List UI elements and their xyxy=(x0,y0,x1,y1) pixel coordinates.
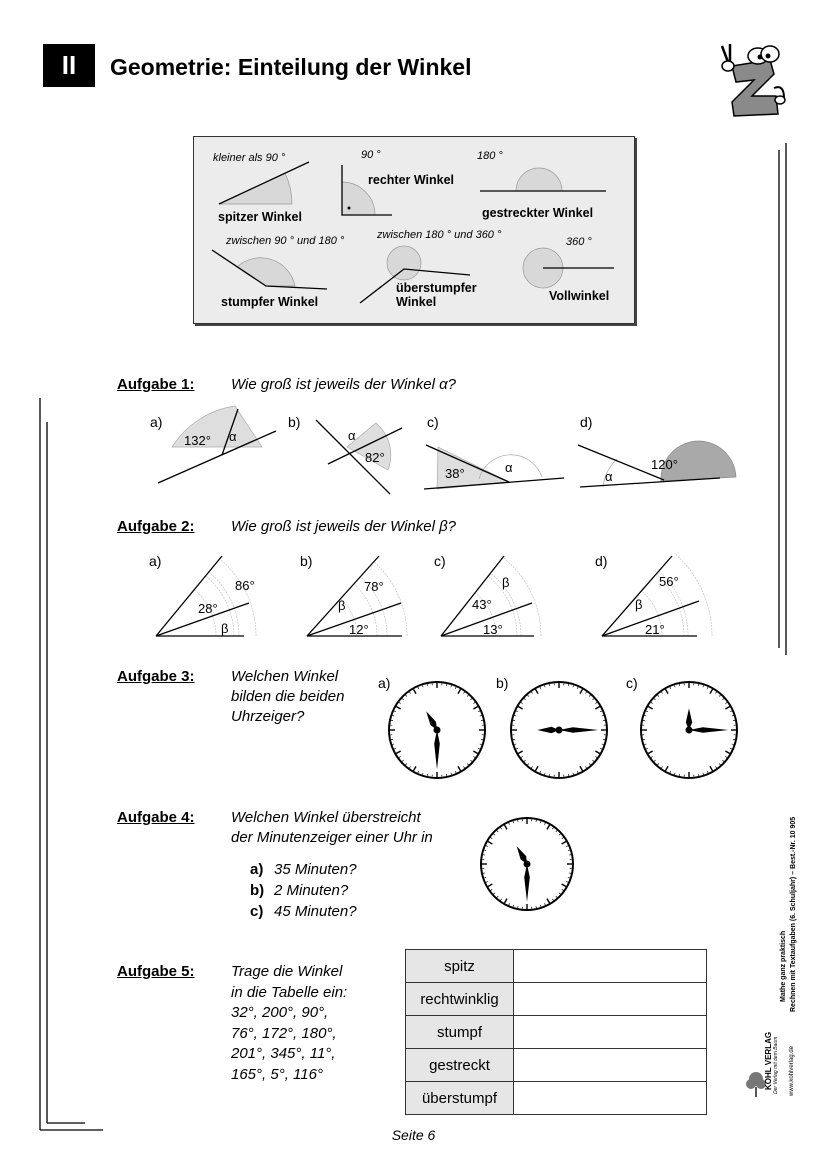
task2-label: Aufgabe 2: xyxy=(117,518,195,535)
task5-line-1: Trage die Winkel xyxy=(231,963,343,980)
angle-classification-table xyxy=(405,949,707,1115)
obtuse-range-label: zwischen 90 ° und 180 ° xyxy=(226,235,345,247)
table-answer-cell[interactable] xyxy=(514,1016,707,1049)
task3-line-3: Uhrzeiger? xyxy=(231,708,305,725)
task2-angle-label-top: 78° xyxy=(364,579,384,594)
task2-angle-label-low: 12° xyxy=(349,622,369,637)
straight-range-label: 180 ° xyxy=(477,150,503,162)
task3-label: Aufgabe 3: xyxy=(117,668,195,685)
obtuse-name-label: stumpfer Winkel xyxy=(221,295,319,309)
task2-angle-label-mid: β xyxy=(635,597,643,612)
clock-center xyxy=(686,727,693,734)
task3-b-letter: b) xyxy=(496,675,509,691)
task1-d-given: 120° xyxy=(651,457,678,472)
task1-c-unknown: α xyxy=(505,460,513,475)
table-row-label: rechtwinklig xyxy=(406,983,514,1016)
straight-name-label: gestreckter Winkel xyxy=(482,206,594,220)
sidebar-series-title: Mathe ganz praktisch xyxy=(780,930,787,1002)
reflex-range-label: zwischen 180 ° und 360 ° xyxy=(377,229,502,241)
page-title: Geometrie: Einteilung der Winkel xyxy=(110,54,472,80)
page-number: Seite 6 xyxy=(391,1127,436,1143)
table-answer-cell[interactable] xyxy=(514,983,707,1016)
task5-label: Aufgabe 5: xyxy=(117,963,195,980)
table-row-label: spitz xyxy=(406,950,514,983)
task3-a-letter: a) xyxy=(378,675,391,691)
task2-angle-label-mid: 43° xyxy=(472,597,492,612)
task2-letter: b) xyxy=(300,553,313,569)
table-answer-cell[interactable] xyxy=(514,950,707,983)
task2-angle-label-mid: 28° xyxy=(198,601,218,616)
task2-angle-label-top: 56° xyxy=(659,574,679,589)
clock-b xyxy=(509,680,609,780)
clock-task4 xyxy=(479,816,575,912)
mascot-z-logo xyxy=(718,40,788,120)
task2-figure-a xyxy=(149,553,256,636)
task4-list xyxy=(250,859,357,922)
task5-line-2: in die Tabelle ein: xyxy=(231,983,348,1001)
task2-question: Wie groß ist jeweils der Winkel β? xyxy=(231,518,457,535)
task1-a-unknown: α xyxy=(229,429,237,444)
task5-line-4: 76°, 172°, 180°, xyxy=(231,1024,337,1042)
publisher-slogan: Der Verlag mit dem Baum xyxy=(773,1036,779,1094)
task4-item-a: a) 35 Minuten? xyxy=(250,861,357,878)
task2-figure-d xyxy=(595,553,712,637)
table-answer-cell[interactable] xyxy=(514,1049,707,1082)
task4-question xyxy=(231,808,433,848)
task2-angle-label-low: β xyxy=(221,621,229,636)
task2-angle-label-low: 13° xyxy=(483,622,503,637)
task2-figures xyxy=(140,545,740,645)
clock-c xyxy=(639,680,739,780)
right-range-label: 90 ° xyxy=(361,149,381,161)
task1-a-letter: a) xyxy=(150,414,163,430)
task4-line-1: Welchen Winkel überstreicht xyxy=(231,809,421,826)
reflex-name-label-2: Winkel xyxy=(396,295,437,309)
task1-a-given: 132° xyxy=(184,433,211,448)
task2-angle-label-low: 21° xyxy=(645,622,665,637)
full-name-label: Vollwinkel xyxy=(549,289,610,303)
task2-angle-label-top: β xyxy=(502,575,510,590)
clock-center xyxy=(556,727,563,734)
right-name-label: rechter Winkel xyxy=(368,173,455,187)
task1-b-given: 82° xyxy=(365,450,385,465)
task5-line-5: 201°, 345°, 11°, xyxy=(231,1045,336,1062)
acute-name-label: spitzer Winkel xyxy=(218,210,302,224)
table-row xyxy=(406,950,707,983)
task1-label: Aufgabe 1: xyxy=(117,376,195,393)
task3-line-1: Welchen Winkel xyxy=(231,668,339,685)
task5-line-3: 32°, 200°, 90°, xyxy=(231,1004,329,1021)
clock-a xyxy=(387,680,487,780)
task2-angle-label-mid: β xyxy=(338,598,346,613)
task1-figures xyxy=(140,400,740,500)
task2-figure-c xyxy=(434,553,541,637)
table-answer-cell[interactable] xyxy=(514,1082,707,1115)
table-row xyxy=(406,1016,707,1049)
task4-line-2: der Minutenzeiger einer Uhr in xyxy=(231,829,433,846)
table-row xyxy=(406,983,707,1016)
full-range-label: 360 ° xyxy=(566,236,592,248)
task1-b-letter: b) xyxy=(288,414,301,430)
task3-question xyxy=(231,667,344,727)
task1-c-given: 38° xyxy=(445,466,465,481)
clock-center xyxy=(434,727,441,734)
task1-c-letter: c) xyxy=(427,414,439,430)
task1-question: Wie groß ist jeweils der Winkel α? xyxy=(231,376,457,393)
angle-types-reference xyxy=(193,136,635,324)
table-row xyxy=(406,1049,707,1082)
task3-c-letter: c) xyxy=(626,675,638,691)
table-row-label: gestreckt xyxy=(406,1049,514,1082)
task3-line-2: bilden die beiden xyxy=(231,688,345,705)
table-row xyxy=(406,1082,707,1115)
task5-instructions xyxy=(231,962,347,1085)
task2-letter: a) xyxy=(149,553,162,569)
publisher-url: www.kohlverlag.de xyxy=(789,1045,795,1096)
acute-range-label: kleiner als 90 ° xyxy=(213,152,286,164)
task1-d-unknown: α xyxy=(605,469,613,484)
chapter-badge: II xyxy=(43,44,95,87)
publisher-name: KOHL VERLAG xyxy=(764,1031,773,1090)
task4-item-b: b) 2 Minuten? xyxy=(250,882,349,899)
task1-d-letter: d) xyxy=(580,414,593,430)
task2-figure-b xyxy=(300,553,407,637)
task2-angle-label-top: 86° xyxy=(235,578,255,593)
task4-label: Aufgabe 4: xyxy=(117,809,195,826)
task2-letter: d) xyxy=(595,553,608,569)
clock-center xyxy=(524,861,531,868)
reflex-name-label-1: überstumpfer xyxy=(396,281,477,295)
task4-item-c: c) 45 Minuten? xyxy=(250,903,357,920)
task2-letter: c) xyxy=(434,553,446,569)
task5-line-6: 165°, 5°, 116° xyxy=(231,1065,323,1083)
table-row-label: überstumpf xyxy=(406,1082,514,1115)
task1-b-unknown: α xyxy=(348,428,356,443)
sidebar-book-info: Rechnen mit Textaufgaben (6. Schuljahr) – Best.-Nr. 10 905 xyxy=(790,816,797,1012)
table-row-label: stumpf xyxy=(406,1016,514,1049)
